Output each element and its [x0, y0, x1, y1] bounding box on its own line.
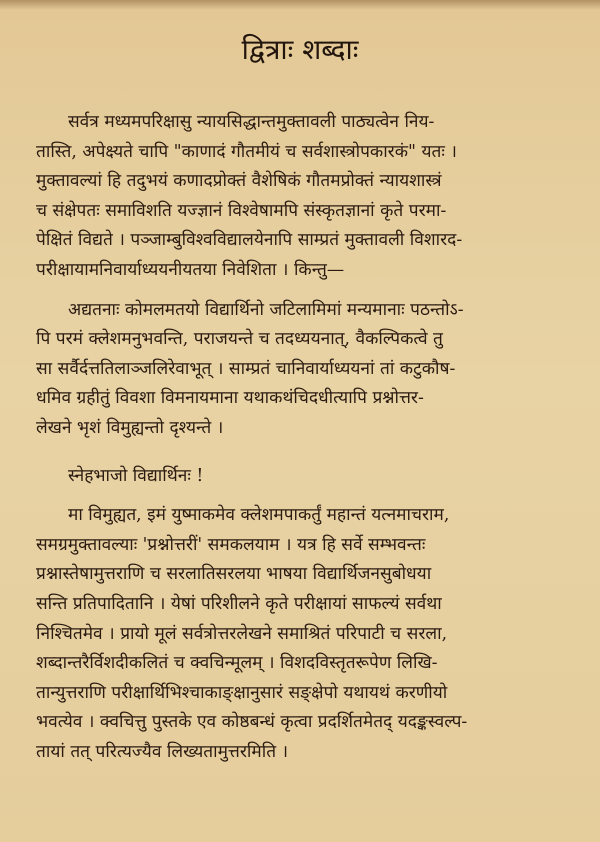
- text-line: तास्ति, अपेक्ष्यते चापि "काणादं गौतमीयं च सर्वशास्त्रोपकारकं" यतः ।: [36, 141, 457, 162]
- text-line: अद्यतनाः कोमलमतयो विद्यार्थिनो जटिलामिमां मन्यमानाः पठन्तोऽ-: [68, 299, 464, 320]
- paragraph-problem: [36, 296, 584, 444]
- body-text: [36, 108, 584, 767]
- text-line: तान्युत्तराणि परीक्षार्थिभिश्चाकाङ्क्षानुसारं सङ्क्षेपो यथायथं करणीयो: [36, 682, 448, 703]
- text-line: समग्रमुक्तावल्याः 'प्रश्नोत्तरीं' समकलयाम । यत्र हि सर्वे सम्भवन्तः: [36, 534, 426, 555]
- text-line: पि परमं क्लेशमनुभवन्ति, पराजयन्ते च तदध्ययनात्, वैकल्पिकत्वे तु: [36, 329, 443, 350]
- page-top-shadow: [0, 0, 600, 10]
- text-line: प्रश्नास्तेषामुत्तराणि च सरलातिसरलया भाषया विद्यार्थिजनसुबोधया: [36, 564, 432, 585]
- text-line: पेक्षितं विद्यते । पञ्जाम्बुविश्वविद्यालयेनापि साम्प्रतं मुक्तावली विशारद-: [36, 230, 463, 251]
- text-line: मुक्तावल्यां हि तदुभयं कणादप्रोक्तं वैशेषिकं गौतमप्रोक्तं न्यायशास्त्रं: [36, 171, 442, 192]
- text-line: च संक्षेपतः समाविशति यज्ज्ञानं विश्वेषामपि संस्कृतज्ञानां कृते परमा-: [36, 200, 447, 221]
- text-line: भवत्येव । क्वचित्तु पुस्तके एव कोष्ठबन्धं कृत्वा प्रदर्शितमेतद् यदङ्कस्वल्प-: [36, 712, 468, 733]
- paragraph-intro: [36, 108, 584, 286]
- text-line: लेखने भृशं विमुह्यन्तो दृश्यन्ते ।: [36, 417, 224, 438]
- text-line: शब्दान्तरैर्विशदीकलितं च क्वचिन्मूलम् । विशदविस्तृतरूपेण लिखि-: [36, 653, 438, 674]
- text-line: सा सर्वैर्दत्ततिलाञ्जलिरेवाभूत् । साम्प्रतं चानिवार्याध्ययनां तां कटुकौष-: [36, 358, 456, 379]
- paragraph-solution: [36, 501, 584, 767]
- text-line: निश्चितमेव । प्रायो मूलं सर्वत्रोत्तरलेखने समाश्रितं परिपाटी च सरला,: [36, 623, 448, 644]
- text-line: परीक्षायामनिवार्याध्ययनीयतया निवेशिता । किन्तु—: [36, 259, 345, 280]
- paragraph-salutation: [36, 462, 584, 492]
- text-line: स्नेहभाजो विद्यार्थिनः !: [68, 465, 204, 486]
- text-line: धमिव ग्रहीतुं विवशा विमनायमाना यथाकथंचिदधीत्यापि प्रश्नोत्तर-: [36, 388, 424, 409]
- text-line: मा विमुह्यत, इमं युष्माकमेव क्लेशमपाकर्तुं महान्तं यत्नमाचराम,: [68, 505, 450, 526]
- text-line: सन्ति प्रतिपादितानि । येषां परिशीलने कृते परीक्षायां साफल्यं सर्वथा: [36, 593, 442, 614]
- text-line: सर्वत्र मध्यमपरिक्षासु न्यायसिद्धान्तमुक्तावली पाठ्यत्वेन निय-: [68, 112, 435, 132]
- page-title: द्वित्राः शब्दाः: [241, 33, 359, 66]
- text-line: तायां तत् परित्यज्यैव लिख्यतामुत्तरमिति ।: [36, 741, 289, 762]
